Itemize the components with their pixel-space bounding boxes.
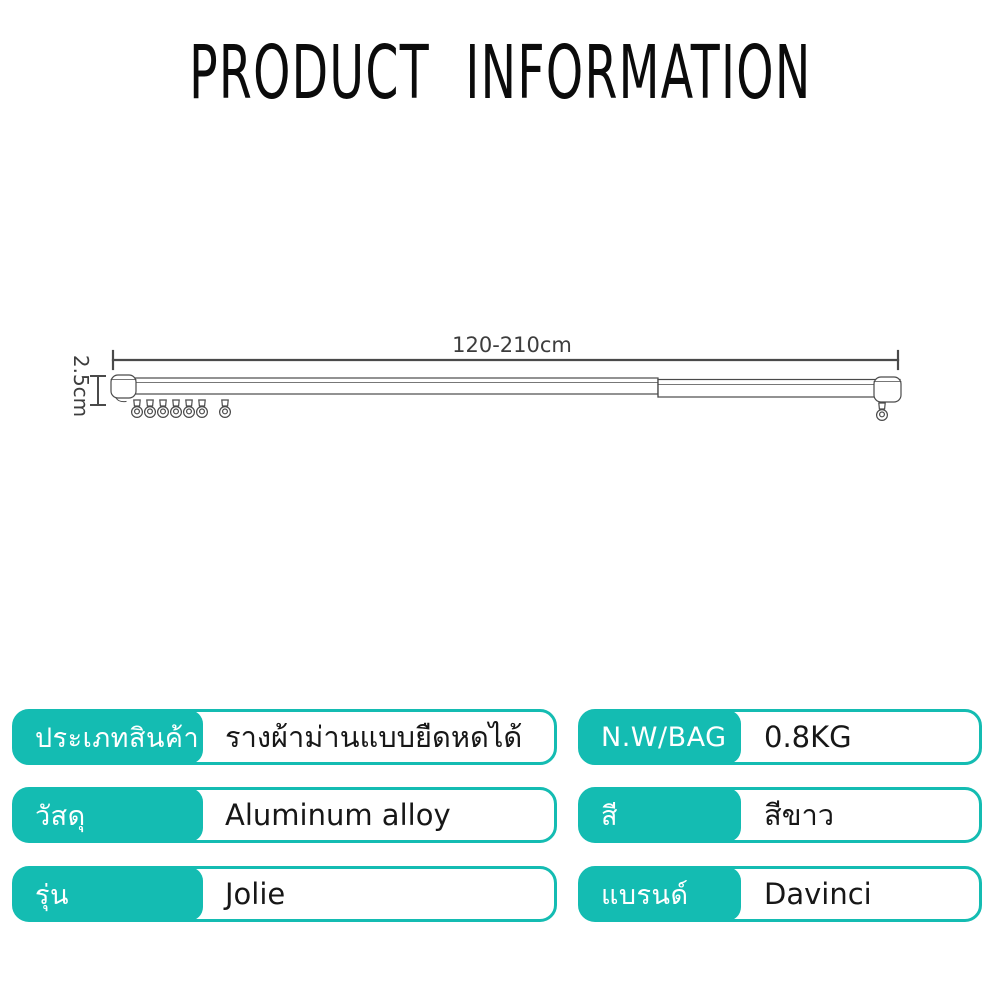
- page-title: [0, 30, 1000, 116]
- page-title-text: PRODUCT INFORMATION: [188, 30, 812, 116]
- track-right-endcap: [874, 377, 901, 402]
- spec-value-color: สีขาว: [764, 798, 835, 832]
- track-left-endcap: [111, 375, 136, 402]
- curtain-hook-icon: [877, 403, 888, 420]
- track-outer-tube: [658, 380, 900, 398]
- curtain-hooks: [132, 400, 888, 420]
- curtain-hook-icon: [184, 400, 195, 417]
- spec-label-product-type: ประเภทสินค้า: [13, 710, 203, 764]
- spec-row-material: [12, 787, 557, 843]
- spec-row-net-weight: [578, 709, 982, 765]
- curtain-hook-icon: [197, 400, 208, 417]
- spec-label-brand: แบรนด์: [579, 867, 741, 921]
- spec-row-model: [12, 866, 557, 922]
- track-inner-tube: [113, 378, 658, 394]
- spec-label-color: สี: [579, 788, 741, 842]
- spec-value-brand: Davinci: [764, 877, 872, 911]
- spec-value-model: Jolie: [225, 877, 286, 911]
- height-dimension-label: 2.5cm: [69, 354, 93, 418]
- curtain-hook-icon: [158, 400, 169, 417]
- spec-value-net-weight: 0.8KG: [764, 720, 852, 754]
- spec-value-product-type: รางผ้าม่านแบบยืดหดได้: [225, 720, 523, 754]
- curtain-hook-icon: [145, 400, 156, 417]
- curtain-hook-icon: [220, 400, 231, 417]
- curtain-hook-icon: [171, 400, 182, 417]
- spec-row-color: [578, 787, 982, 843]
- curtain-track-diagram: [50, 323, 950, 438]
- spec-label-material: วัสดุ: [13, 788, 203, 842]
- width-dimension-label: 120-210cm: [452, 333, 572, 357]
- curtain-hook-icon: [132, 400, 143, 417]
- spec-value-material: Aluminum alloy: [225, 798, 451, 832]
- spec-row-brand: [578, 866, 982, 922]
- spec-row-product-type: [12, 709, 557, 765]
- spec-label-net-weight: N.W/BAG: [579, 710, 741, 764]
- spec-label-model: รุ่น: [13, 867, 203, 921]
